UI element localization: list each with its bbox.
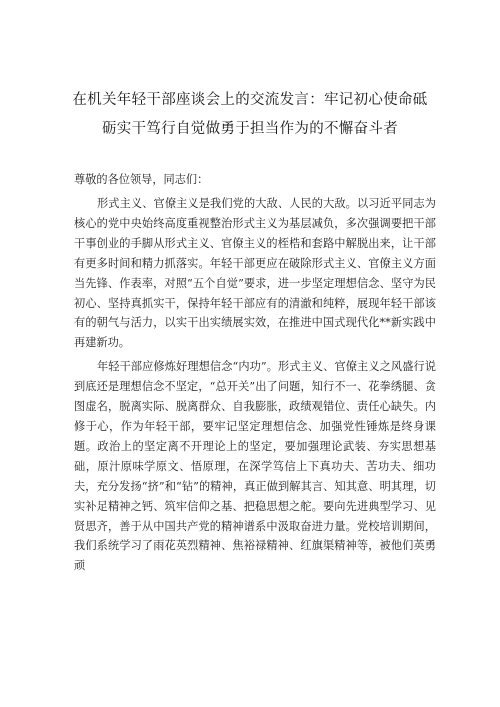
title-line-1: 在机关年轻干部座谈会上的交流发言：牢记初心使命砥 (72, 92, 428, 108)
paragraph-1: 形式主义、官僚主义是我们党的大敌、人民的大敌。以习近平同志为核心的党中央始终高度重视整治形式主义为基层减负，多次强调要把干部干事创业的手脚从形式主义、官僚主义的桎梏和套路中解脱出来，让干部有更多时间和精力抓落实。年轻干部更应在破除形式主义、官僚主义方面当先锋、作表率，对照“五个自觉”要求，进一步坚定理想信念、坚守为民初心、坚持真抓实干，保持年轻干部应有的清澈和纯粹，展现年轻干部该有的朝气与活力，以实干出实绩展实效，在推进中国式现代化**新实践中再建新功。 (74, 197, 436, 350)
title-line-2: 砺实干笃行自觉做勇于担当作为的不懈奋斗者 (102, 121, 398, 137)
salutation: 尊敬的各位领导，同志们： (74, 173, 209, 186)
document-title (60, 88, 440, 141)
paragraph-2: 年轻干部应修炼好理想信念“内功”。形式主义、官僚主义之风盛行说到底还是理想信念不坚定，“总开关”出了问题，知行不一、花拳绣腿、贪图虚名，脱离实际、脱离群众、自我膨胀，政绩观错位、责任心缺失。内修于心，作为年轻干部，要牢记坚定理想信念、加强党性锤炼是终身课题。政治上的坚定离不开理论上的坚定，要加强理论武装、夯实思想基础，原汁原味学原文、悟原理，在深学笃信上下真功夫、苦功夫、细功夫，充分发扬“挤”和“钻”的精神，真正做到解其言、知其意、明其理，切实补足精神之钙、筑牢信仰之基、把稳思想之舵。要向先进典型学习、见贤思齐，善于从中国共产党的精神谱系中汲取奋进力量。党校培训期间，我们系统学习了雨花英烈精神、焦裕禄精神、红旗渠精神等，被他们英勇顽 (74, 360, 436, 573)
document-body (74, 170, 436, 576)
